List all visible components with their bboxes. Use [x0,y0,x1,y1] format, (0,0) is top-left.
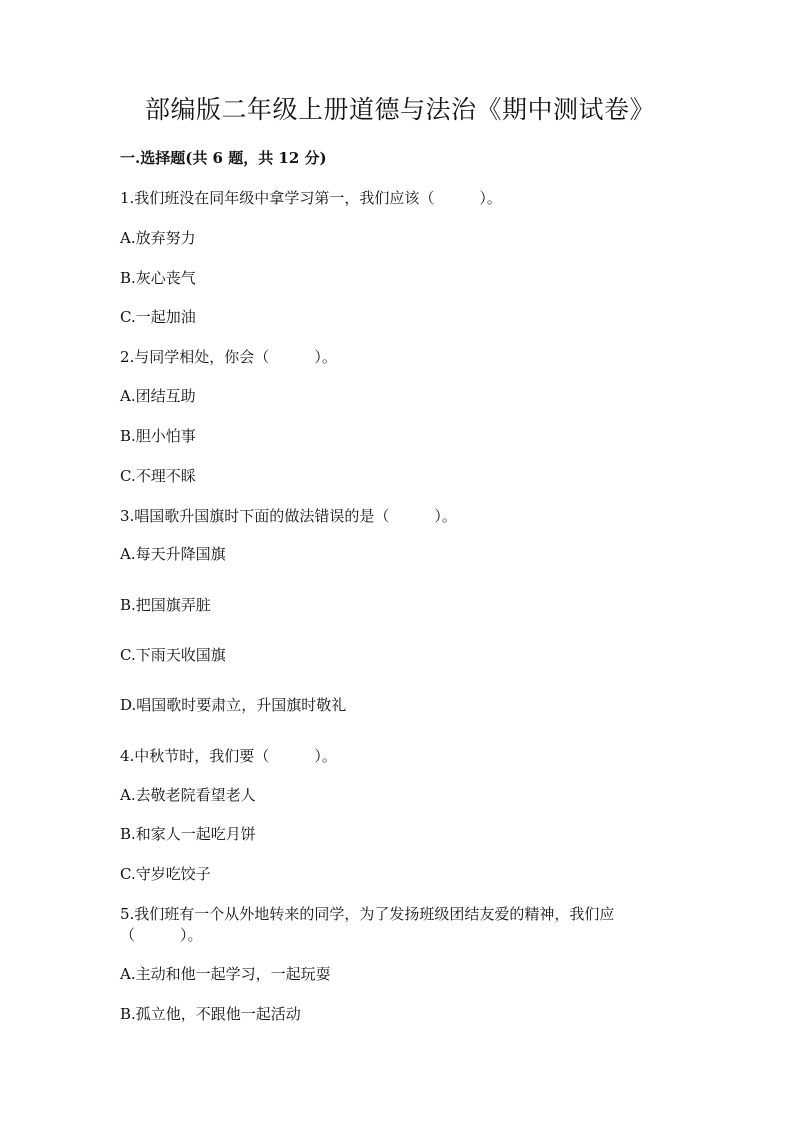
question-3-option-c[interactable]: C.下雨天收国旗 [120,646,226,664]
question-4-stem: 4.中秋节时，我们要（ ）。 [120,747,337,765]
question-1-option-b[interactable]: B.灰心丧气 [120,269,196,287]
page-title: 部编版二年级上册道德与法治《期中测试卷》 [144,95,655,124]
question-2-stem: 2.与同学相处，你会（ ）。 [120,348,337,366]
question-3-stem: 3.唱国歌升国旗时下面的做法错误的是（ ）。 [120,507,457,525]
question-4-option-b[interactable]: B.和家人一起吃月饼 [120,825,256,843]
question-4-option-c[interactable]: C.守岁吃饺子 [120,865,211,883]
question-4-option-a[interactable]: A.去敬老院看望老人 [120,786,256,804]
question-3-option-a[interactable]: A.每天升降国旗 [120,545,226,563]
question-1-option-a[interactable]: A.放弃努力 [120,229,196,247]
section-heading: 一.选择题(共 6 题，共 12 分) [120,149,327,167]
question-5-option-a[interactable]: A.主动和他一起学习，一起玩耍 [120,965,331,983]
question-2-option-c[interactable]: C.不理不睬 [120,467,196,485]
question-1-option-c[interactable]: C.一起加油 [120,308,196,326]
question-5-stem-line-2: （ ）。 [120,926,203,944]
question-3-option-d[interactable]: D.唱国歌时要肃立，升国旗时敬礼 [120,696,347,714]
question-2-option-b[interactable]: B.胆小怕事 [120,427,196,445]
question-5-option-b[interactable]: B.孤立他，不跟他一起活动 [120,1005,301,1023]
question-1-stem: 1.我们班没在同年级中拿学习第一，我们应该（ ）。 [120,189,502,207]
question-5-stem-line-1: 5.我们班有一个从外地转来的同学，为了发扬班级团结友爱的精神，我们应 [120,905,615,923]
question-2-option-a[interactable]: A.团结互助 [120,387,196,405]
question-3-option-b[interactable]: B.把国旗弄脏 [120,596,211,614]
